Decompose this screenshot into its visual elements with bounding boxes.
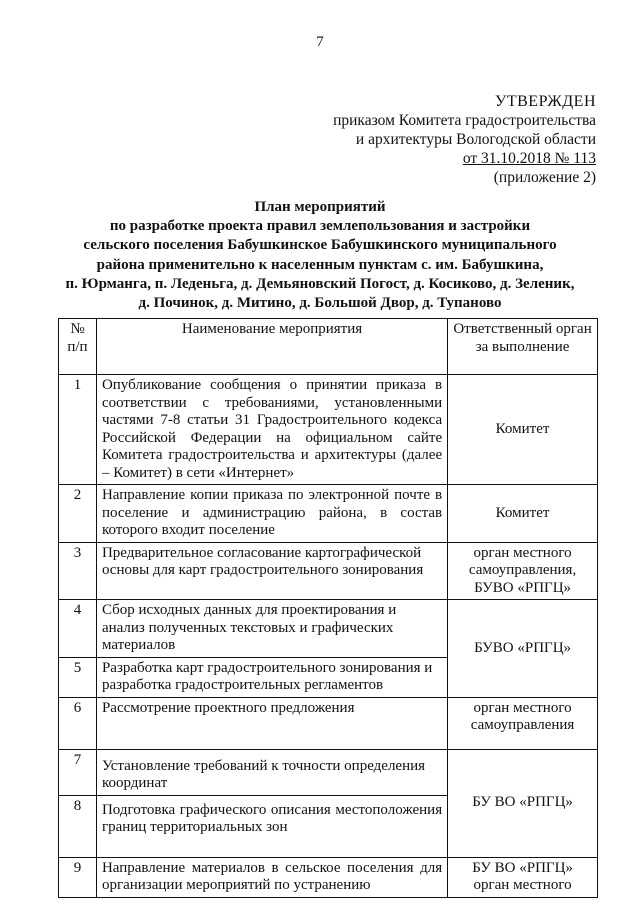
table-row [59, 542, 598, 600]
row-activity: Предварительное согласование картографической основы для карт градостроительного зонирования [96, 542, 447, 600]
title-line: План мероприятий [254, 199, 386, 215]
row-number: 6 [59, 697, 97, 749]
row-responsible: орган местного самоуправления, БУВО «РПГЦ» [448, 542, 598, 600]
approval-date-number: от 31.10.2018 № 113 [462, 150, 596, 167]
table-row [59, 485, 598, 543]
title-line: района применительно к населенным пунктам с. им. Бабушкина, [96, 256, 544, 273]
table-row [59, 697, 598, 749]
row-activity: Направление материалов в сельское поселения для организации мероприятий по устранению [96, 857, 447, 897]
page-number: 7 [316, 34, 324, 50]
row-activity: Подготовка графического описания местоположения границ территориальных зон [96, 795, 447, 857]
row-number: 3 [59, 542, 97, 600]
row-activity: Опубликование сообщения о принятии приказа в соответствии с требованиями, установленными частями 7-8 статьи 31 Градостроительного кодекса Российской Федерации на официальном сайте Комитета градостроительства и архитектуры (далее – Комитет) в сети «Интернет» [96, 375, 447, 485]
plan-table [58, 318, 598, 898]
table-row [59, 375, 598, 485]
row-number: 1 [59, 375, 97, 485]
row-activity: Рассмотрение проектного предложения [96, 697, 447, 749]
title-line: сельского поселения Бабушкинское Бабушкинского муниципального [83, 237, 557, 254]
row-number: 5 [59, 657, 97, 697]
header-activity: Наименование мероприятия [96, 319, 447, 375]
row-number: 4 [59, 600, 97, 658]
row-activity: Установление требований к точности определения координат [96, 749, 447, 795]
approval-heading: УТВЕРЖДЕН [495, 93, 596, 110]
table-row [59, 857, 598, 897]
approval-line-2: и архитектуры Вологодской области [355, 131, 596, 148]
table-row [59, 749, 598, 795]
row-activity: Направление копии приказа по электронной почте в поселение и администрацию района, в состав которого входит поселение [96, 485, 447, 543]
row-responsible: БУВО «РПГЦ» [448, 600, 598, 698]
document-title [50, 198, 590, 313]
title-line: по разработке проекта правил землепользования и застройки [109, 218, 531, 235]
header-responsible: Ответственный орган за выполнение [448, 319, 598, 375]
row-responsible: Комитет [448, 485, 598, 543]
table-row [59, 600, 598, 658]
row-activity: Разработка карт градостроительного зонирования и разработка градостроительных регламентов [96, 657, 447, 697]
row-number: 7 [59, 749, 97, 795]
row-activity: Сбор исходных данных для проектирования и анализ полученных текстовых и графических материалов [96, 600, 447, 658]
approval-annex: (приложение 2) [493, 169, 596, 186]
row-responsible: БУ ВО «РПГЦ» орган местного [448, 857, 598, 897]
approval-line-1: приказом Комитета градостроительства [333, 112, 596, 129]
header-number: № п/п [59, 319, 97, 375]
row-responsible: БУ ВО «РПГЦ» [448, 749, 598, 857]
title-line: д. Починок, д. Митино, д. Большой Двор, д. Тупаново [138, 295, 502, 312]
row-responsible: орган местного самоуправления [448, 697, 598, 749]
title-line: п. Юрманга, п. Леденьга, д. Демьяновский Погост, д. Косиково, д. Зеленик, [65, 275, 575, 292]
row-number: 2 [59, 485, 97, 543]
row-responsible: Комитет [448, 375, 598, 485]
table-header-row [59, 319, 598, 375]
row-number: 9 [59, 857, 97, 897]
approval-block [333, 92, 596, 187]
row-number: 8 [59, 795, 97, 857]
